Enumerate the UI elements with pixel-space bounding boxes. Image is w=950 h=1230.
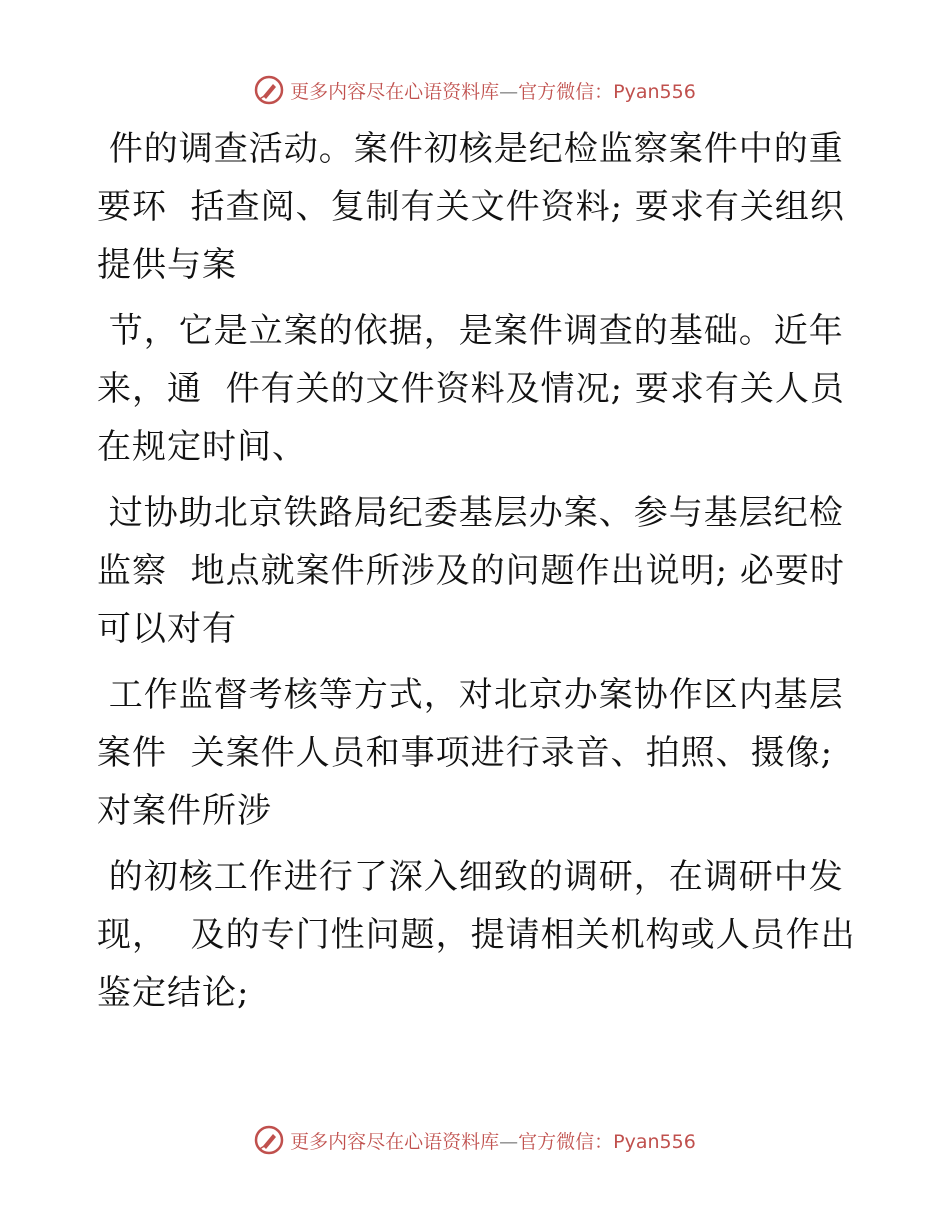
- pen-circle-logo-icon: [254, 1125, 284, 1155]
- paragraph: [97, 120, 845, 294]
- text-line: 工作监督考核等方式，对北京办案协作区内基层: [97, 675, 844, 715]
- text-line: 案件 关案件人员和事项进行录音、拍照、摄像;: [97, 733, 834, 773]
- paragraph: [97, 666, 844, 840]
- text-line: 要环 括查阅、复制有关文件资料; 要求有关组织: [97, 187, 845, 227]
- banner-text: 更多内容尽在心语资料库—官方微信：Pyan556: [290, 80, 696, 103]
- text-line: 来，通 件有关的文件资料及情况; 要求有关人员: [97, 369, 845, 409]
- text-line: 节，它是立案的依据，是案件调查的基础。近年: [97, 311, 844, 351]
- text-line: 过协助北京铁路局纪委基层办案、参与基层纪检: [97, 493, 844, 533]
- text-line: 现， 及的专门性问题，提请相关机构或人员作出: [97, 915, 856, 955]
- text-line: 的初核工作进行了深入细致的调研，在调研中发: [97, 857, 844, 897]
- pen-circle-logo-icon: [254, 75, 284, 105]
- text-line: 监察 地点就案件所涉及的问题作出说明; 必要时: [97, 551, 845, 591]
- document-body: [97, 120, 856, 1030]
- text-line: 在规定时间、: [97, 427, 307, 467]
- text-line: 件的调查活动。案件初核是纪检监察案件中的重: [97, 129, 844, 169]
- header-banner: [0, 70, 950, 110]
- text-line: 提供与案: [97, 245, 237, 285]
- footer-banner: [0, 1120, 950, 1160]
- text-line: 鉴定结论;: [97, 973, 250, 1013]
- text-line: 可以对有: [97, 609, 237, 649]
- text-line: 对案件所涉: [97, 791, 272, 831]
- paragraph: [97, 302, 845, 476]
- paragraph: [97, 484, 845, 658]
- paragraph: [97, 848, 856, 1022]
- banner-text: 更多内容尽在心语资料库—官方微信：Pyan556: [290, 1130, 696, 1153]
